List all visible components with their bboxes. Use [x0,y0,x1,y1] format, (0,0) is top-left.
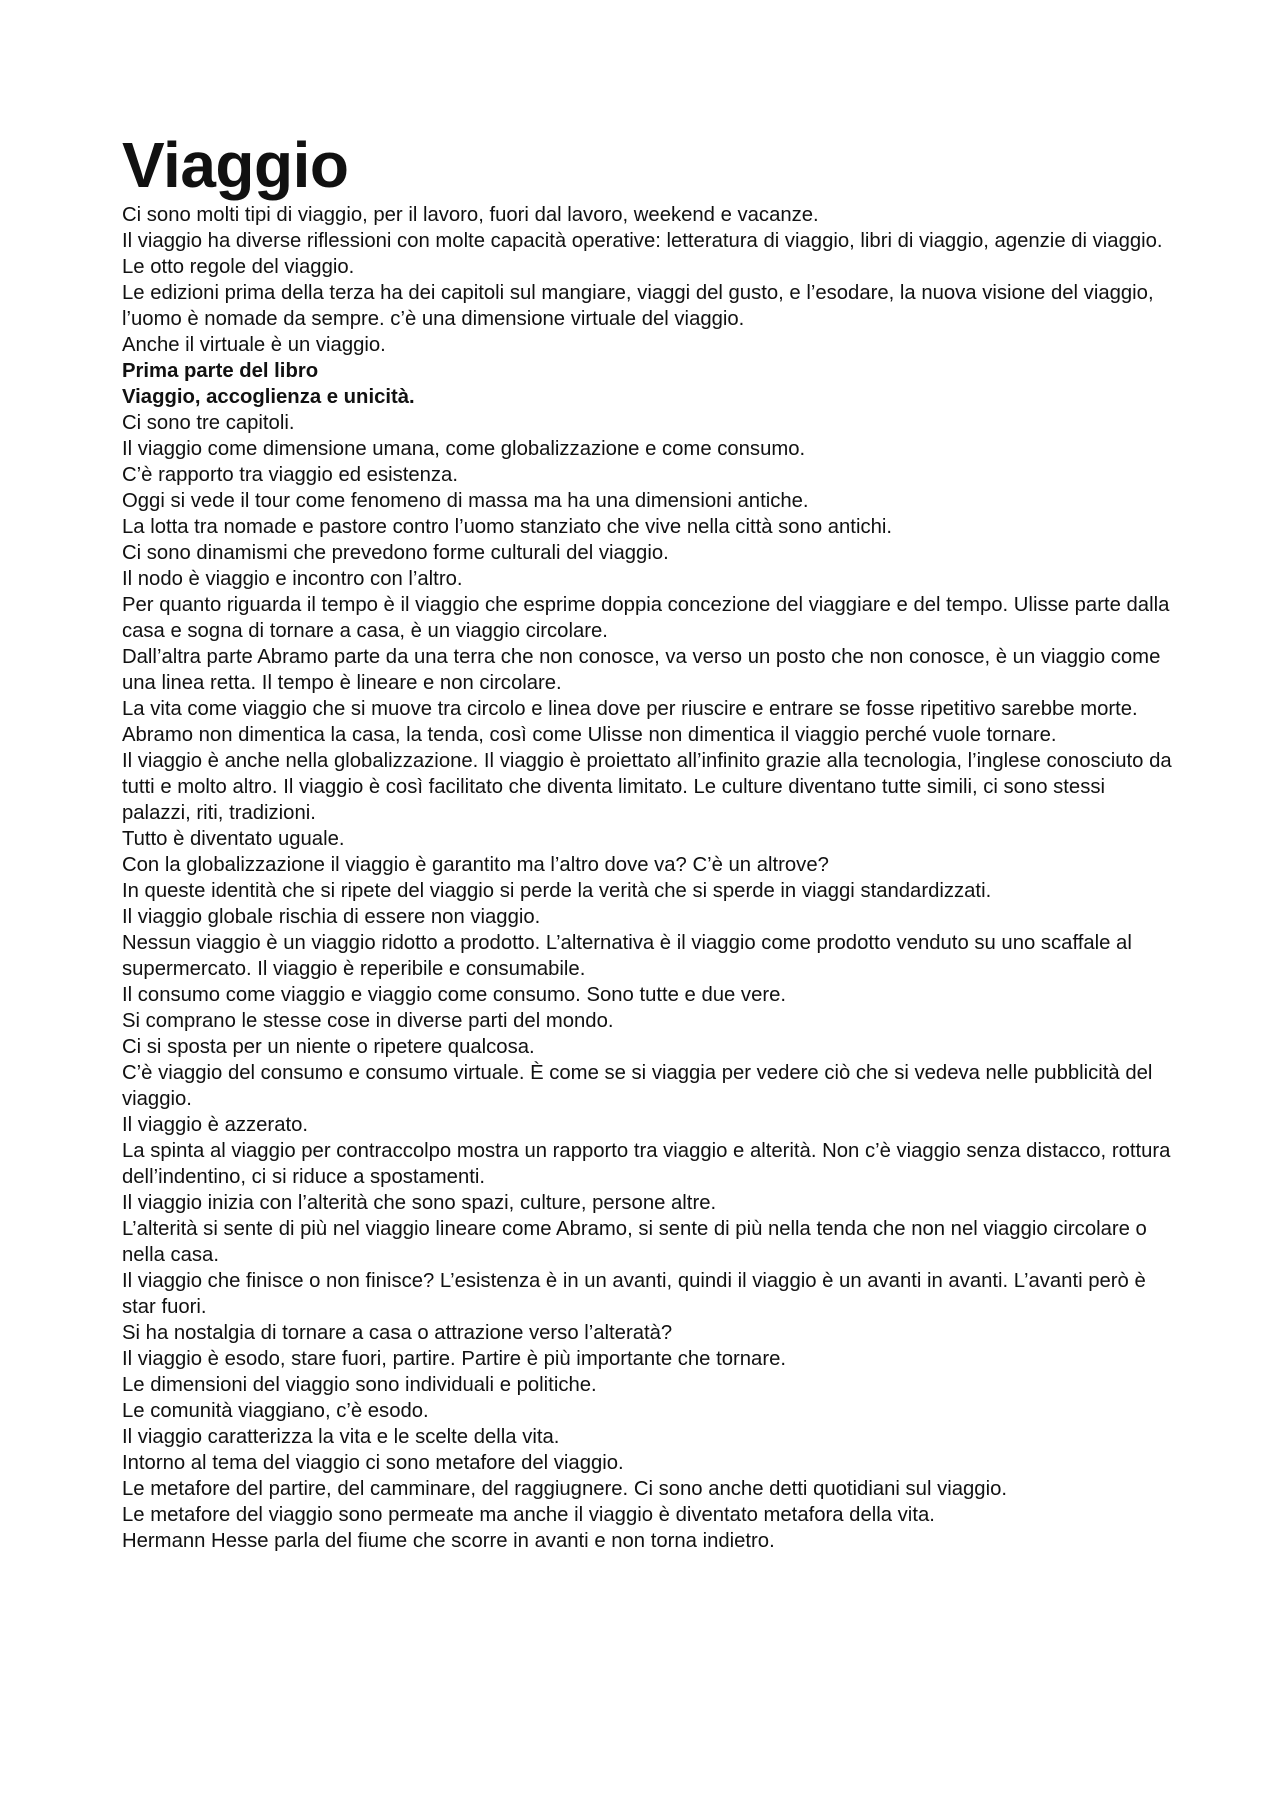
paragraph: Intorno al tema del viaggio ci sono metafore del viaggio. [122,1452,624,1474]
paragraph: Nessun viaggio è un viaggio ridotto a prodotto. L’alternativa è il viaggio come prodotto venduto su uno scaffale al supermercato. Il viaggio è reperibile e consumabile. [122,932,1132,980]
paragraph: Con la globalizzazione il viaggio è garantito ma l’altro dove va? C’è un altrove? [122,854,829,876]
paragraph: La vita come viaggio che si muove tra circolo e linea dove per riuscire e entrare se fosse ripetitivo sarebbe morte. [122,698,1138,720]
paragraph: La spinta al viaggio per contraccolpo mostra un rapporto tra viaggio e alterità. Non c’è viaggio senza distacco, rottura dell’indentino, ci si riduce a spostamenti. [122,1140,1171,1188]
paragraph: In queste identità che si ripete del viaggio si perde la verità che si sperde in viaggi standardizzati. [122,880,992,902]
document-page [122,128,1172,1554]
paragraph: Le dimensioni del viaggio sono individuali e politiche. [122,1374,597,1396]
paragraph: Il viaggio è anche nella globalizzazione. Il viaggio è proiettato all’infinito grazie alla tecnologia, l’inglese conosciuto da tutti e molto altro. Il viaggio è così facilitato che diventa limitato. Le culture diventano tutte simili, ci sono stessi palazzi, riti, tradizioni. [122,750,1172,824]
paragraph: Il viaggio globale rischia di essere non viaggio. [122,906,541,928]
paragraph: Le edizioni prima della terza ha dei capitoli sul mangiare, viaggi del gusto, e l’esodare, la nuova visione del viaggio, l’uomo è nomade da sempre. c’è una dimensione virtuale del viaggio. [122,282,1154,330]
section-heading: Viaggio, accoglienza e unicità. [122,386,415,408]
paragraph: Abramo non dimentica la casa, la tenda, così come Ulisse non dimentica il viaggio perché vuole tornare. [122,724,1057,746]
paragraph: La lotta tra nomade e pastore contro l’uomo stanziato che vive nella città sono antichi. [122,516,893,538]
paragraph: Si comprano le stesse cose in diverse parti del mondo. [122,1010,614,1032]
paragraph: Oggi si vede il tour come fenomeno di massa ma ha una dimensioni antiche. [122,490,809,512]
paragraph: Ci sono dinamismi che prevedono forme culturali del viaggio. [122,542,669,564]
document-title: Viaggio [122,129,349,201]
paragraph: Le otto regole del viaggio. [122,256,355,278]
paragraph: Il viaggio inizia con l’alterità che sono spazi, culture, persone altre. [122,1192,717,1214]
paragraph: Le comunità viaggiano, c’è esodo. [122,1400,429,1422]
paragraph: C’è rapporto tra viaggio ed esistenza. [122,464,458,486]
paragraph: Il viaggio come dimensione umana, come globalizzazione e come consumo. [122,438,806,460]
paragraph: Il viaggio è azzerato. [122,1114,309,1136]
paragraph: Ci sono molti tipi di viaggio, per il lavoro, fuori dal lavoro, weekend e vacanze. [122,204,819,226]
paragraph: Ci sono tre capitoli. [122,412,295,434]
paragraph: Dall’altra parte Abramo parte da una terra che non conosce, va verso un posto che non conosce, è un viaggio come una linea retta. Il tempo è lineare e non circolare. [122,646,1161,694]
paragraph: Il consumo come viaggio e viaggio come consumo. Sono tutte e due vere. [122,984,787,1006]
paragraph: Il nodo è viaggio e incontro con l’altro. [122,568,463,590]
paragraph: Tutto è diventato uguale. [122,828,345,850]
paragraph: Il viaggio che finisce o non finisce? L’esistenza è in un avanti, quindi il viaggio è un avanti in avanti. L’avanti però è star fuori. [122,1270,1146,1318]
paragraph: Anche il virtuale è un viaggio. [122,334,386,356]
paragraph: Per quanto riguarda il tempo è il viaggio che esprime doppia concezione del viaggiare e del tempo. Ulisse parte dalla casa e sogna di tornare a casa, è un viaggio circolare. [122,594,1170,642]
paragraph: Il viaggio caratterizza la vita e le scelte della vita. [122,1426,560,1448]
paragraph: L’alterità si sente di più nel viaggio lineare come Abramo, si sente di più nella tenda che non nel viaggio circolare o nella casa. [122,1218,1147,1266]
paragraph: Il viaggio ha diverse riflessioni con molte capacità operative: letteratura di viaggio, libri di viaggio, agenzie di viaggio. [122,230,1163,252]
paragraph: Il viaggio è esodo, stare fuori, partire. Partire è più importante che tornare. [122,1348,786,1370]
paragraph: Le metafore del viaggio sono permeate ma anche il viaggio è diventato metafora della vita. [122,1504,935,1526]
paragraph: Ci si sposta per un niente o ripetere qualcosa. [122,1036,535,1058]
paragraph: C’è viaggio del consumo e consumo virtuale. È come se si viaggia per vedere ciò che si vedeva nelle pubblicità del viaggio. [122,1062,1153,1110]
paragraph: Si ha nostalgia di tornare a casa o attrazione verso l’alteratà? [122,1322,673,1344]
section-heading: Prima parte del libro [122,360,319,382]
paragraph: Hermann Hesse parla del fiume che scorre in avanti e non torna indietro. [122,1530,775,1552]
document-body [122,202,1172,1554]
paragraph: Le metafore del partire, del camminare, del raggiugnere. Ci sono anche detti quotidiani sul viaggio. [122,1478,1008,1500]
